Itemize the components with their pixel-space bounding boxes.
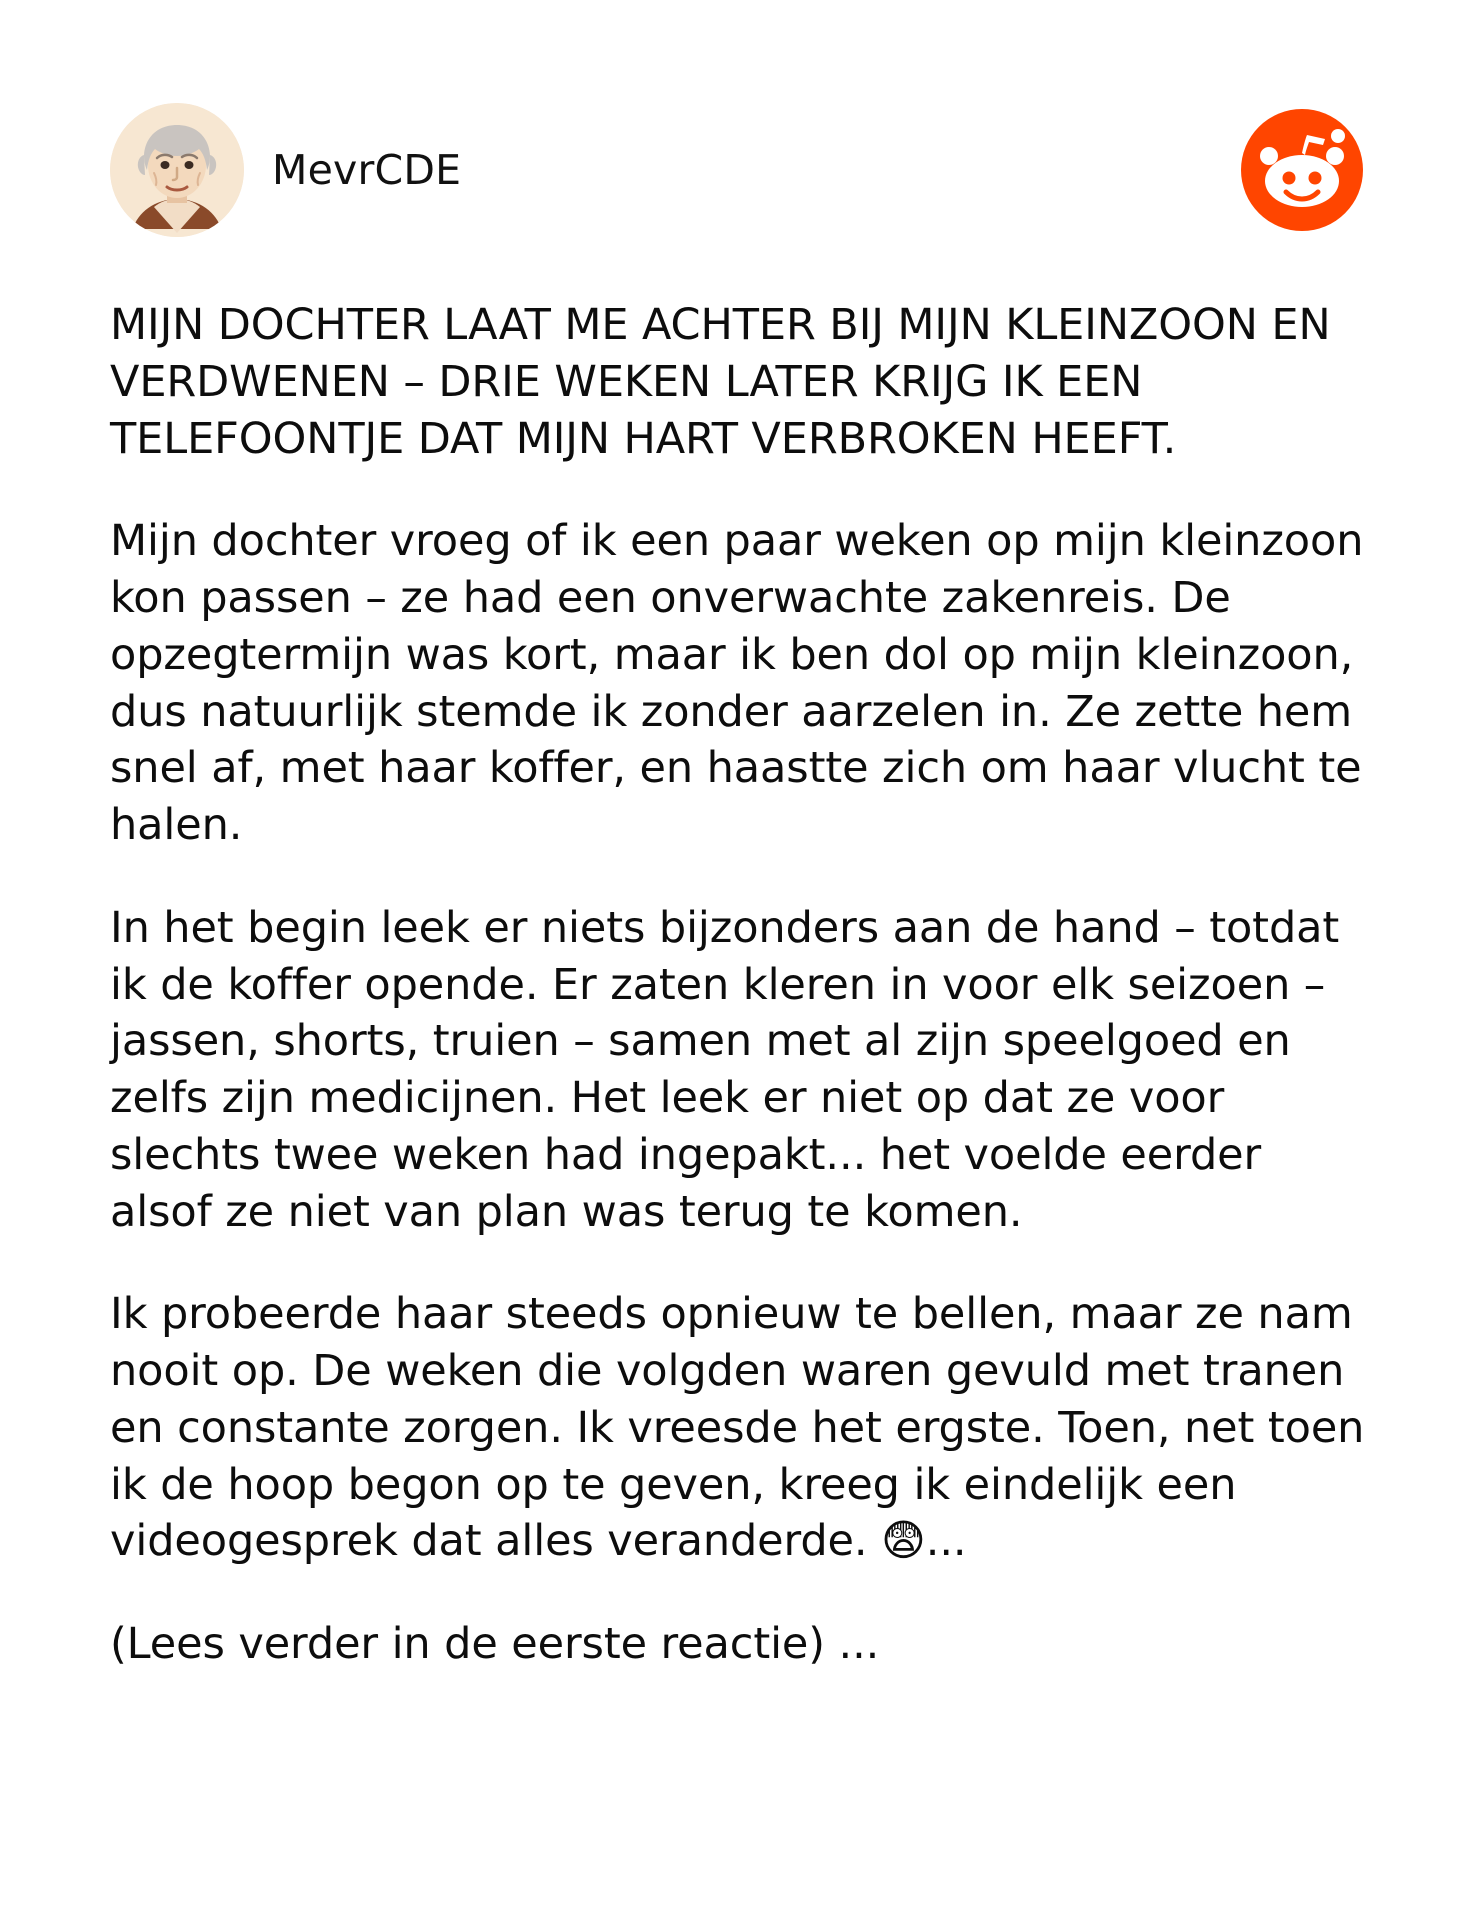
post-paragraph-1: Mijn dochter vroeg of ik een paar weken op mijn kleinzoon kon passen – ze had een onverwachte zakenreis. De opzegtermijn was kort, maar ik ben dol op mijn kleinzoon, dus natuurlijk stemde ik zonder aarzelen in. Ze zette hem snel af, met haar koffer, en haastte zich om haar vlucht te halen. [110, 516, 1364, 850]
post-paragraph-2: In het begin leek er niets bijzonders aan de hand – totdat ik de koffer opende. Er zaten kleren in voor elk seizoen – jassen, shorts, truien – samen met al zijn speelgoed en zelfs zijn medicijnen. Het leek er niet op dat ze voor slechts twee weken had ingepakt... het voelde eerder alsof ze niet van plan was terug te komen. [110, 902, 1340, 1237]
post-paragraph-3: Ik probeerde haar steeds opnieuw te bellen, maar ze nam nooit op. De weken die volgden waren gevuld met tranen en constante zorgen. Ik vreesde het ergste. Toen, net toen ik de hoop begon op te geven, kreeg ik eindelijk een videogesprek dat alles veranderde. 😨... [110, 1289, 1365, 1567]
post-body [110, 297, 1373, 1673]
elderly-woman-avatar-icon [110, 103, 244, 237]
post-title: MIJN DOCHTER LAAT ME ACHTER BIJ MIJN KLEINZOON EN VERDWENEN – DRIE WEKEN LATER KRIJG IK EEN TELEFOONTJE DAT MIJN HART VERBROKEN HEEFT. [110, 300, 1331, 464]
author-name: MevrCDE [272, 146, 462, 194]
author-block[interactable] [110, 103, 461, 237]
reddit-logo-icon[interactable] [1241, 109, 1363, 231]
post-header [110, 95, 1373, 245]
post-read-more-note: (Lees verder in de eerste reactie) ... [110, 1619, 880, 1669]
